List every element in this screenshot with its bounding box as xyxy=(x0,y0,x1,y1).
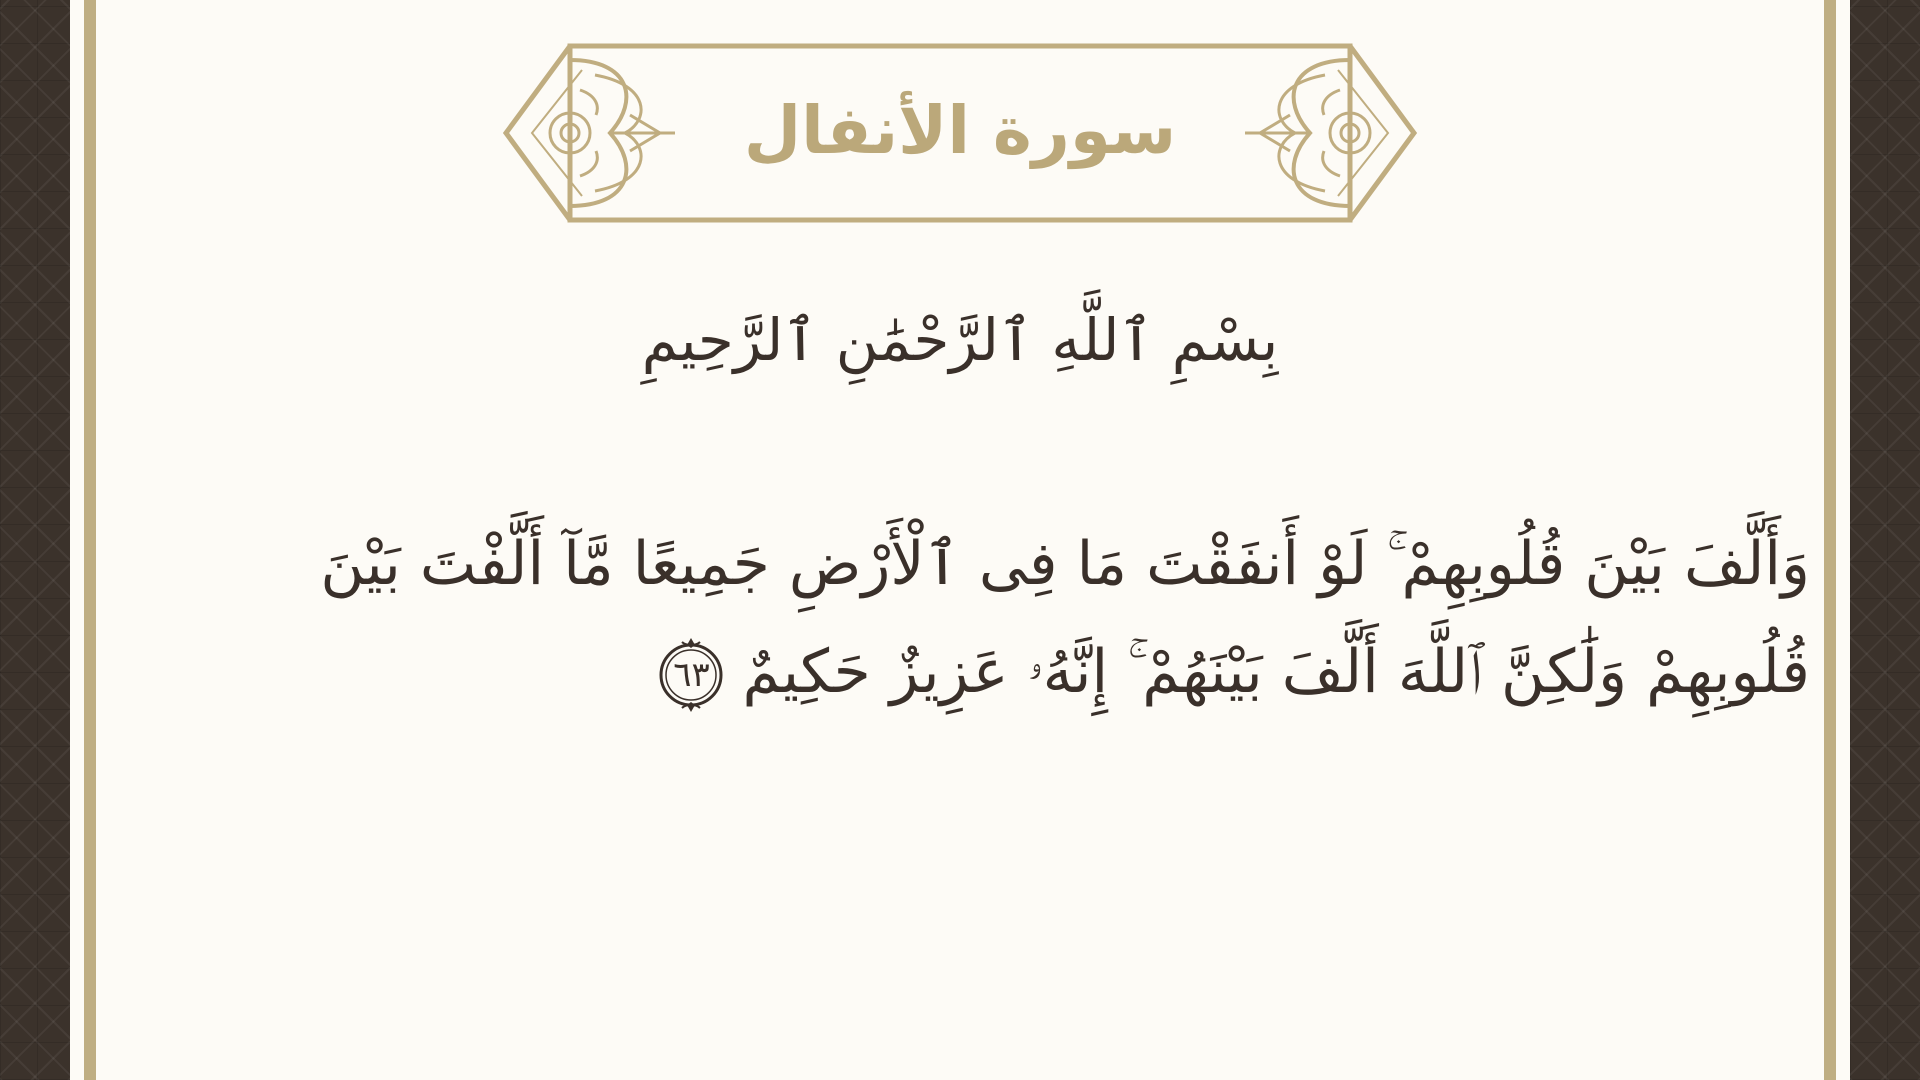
left-pattern-border xyxy=(0,0,70,1080)
ayah-end-marker xyxy=(652,636,730,714)
surah-header xyxy=(500,40,1420,230)
ayah-number: ٦٣ xyxy=(673,655,710,696)
right-gold-rule xyxy=(1824,0,1836,1080)
surah-title: سورة الأنفال xyxy=(743,91,1177,169)
verse-line-2: قُلُوبِهِمْ وَلَٰكِنَّ ٱللَّهَ أَلَّفَ بَيْنَهُمْ ۚ إِنَّهُۥ عَزِيزٌ حَكِيمٌ xyxy=(742,637,1810,707)
verse-line-2-container xyxy=(270,618,1810,726)
verse-text xyxy=(270,510,1810,726)
basmala: بِسْمِ ٱللَّهِ ٱلرَّحْمَٰنِ ٱلرَّحِيمِ xyxy=(641,306,1279,374)
verse-line-1: وَأَلَّفَ بَيْنَ قُلُوبِهِمْ ۚ لَوْ أَنفَقْتَ مَا فِى ٱلْأَرْضِ جَمِيعًا مَّآ أَلَّفْتَ بَيْنَ xyxy=(320,529,1810,599)
left-gold-rule xyxy=(84,0,96,1080)
right-pattern-border xyxy=(1850,0,1920,1080)
